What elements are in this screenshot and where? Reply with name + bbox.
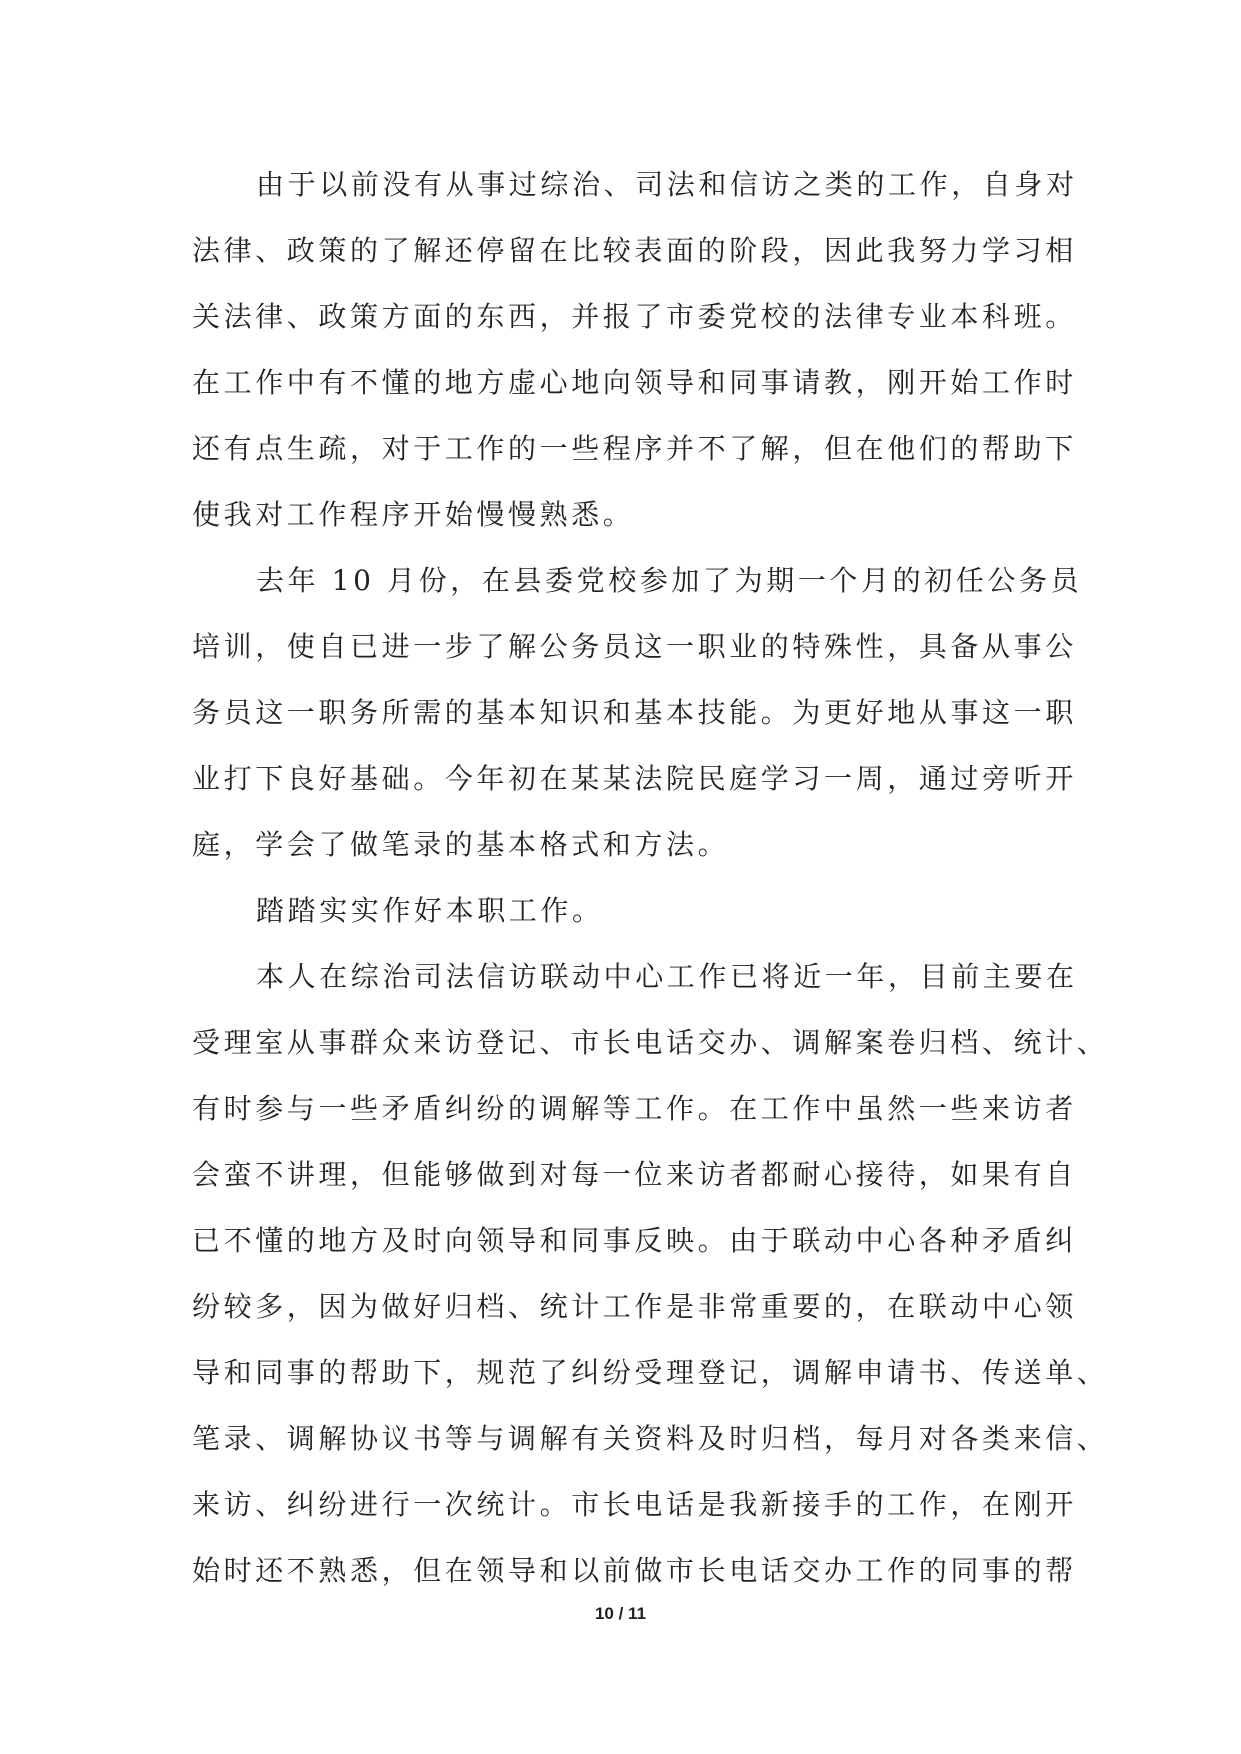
page-number: 10 / 11	[594, 1604, 647, 1623]
text-line: 会蛮不讲理，但能够做到对每一位来访者都耐心接待，如果有自	[192, 1158, 1077, 1191]
text-line: 来访、纠纷进行一次统计。市长电话是我新接手的工作，在刚开	[192, 1488, 1077, 1521]
text-line: 还有点生疏，对于工作的一些程序并不了解，但在他们的帮助下	[192, 432, 1077, 465]
text-line: 关法律、政策方面的东西，并报了市委党校的法律专业本科班。	[192, 300, 1077, 333]
text-line: 由于以前没有从事过综治、司法和信访之类的工作，自身对	[256, 168, 1078, 201]
text-line: 已不懂的地方及时向领导和同事反映。由于联动中心各种矛盾纠	[192, 1224, 1077, 1257]
document-body	[192, 152, 1109, 1604]
text-line: 庭，学会了做笔录的基本格式和方法。	[192, 828, 730, 861]
text-line: 导和同事的帮助下，规范了纠纷受理登记，调解申请书、传送单、	[192, 1356, 1109, 1389]
text-line: 在工作中有不懂的地方虚心地向领导和同事请教，刚开始工作时	[192, 366, 1077, 399]
text-line: 受理室从事群众来访登记、市长电话交办、调解案卷归档、统计、	[192, 1026, 1109, 1059]
text-line: 笔录、调解协议书等与调解有关资料及时归档，每月对各类来信、	[192, 1422, 1109, 1455]
text-line: 有时参与一些矛盾纠纷的调解等工作。在工作中虽然一些来访者	[192, 1092, 1077, 1125]
text-line: 纷较多，因为做好归档、统计工作是非常重要的，在联动中心领	[192, 1290, 1077, 1323]
text-line: 使我对工作程序开始慢慢熟悉。	[192, 498, 635, 531]
text-line: 踏踏实实作好本职工作。	[256, 894, 604, 927]
text-line: 始时还不熟悉，但在领导和以前做市长电话交办工作的同事的帮	[192, 1554, 1077, 1587]
text-line: 业打下良好基础。今年初在某某法院民庭学习一周，通过旁听开	[192, 762, 1077, 795]
text-line: 本人在综治司法信访联动中心工作已将近一年，目前主要在	[256, 960, 1078, 993]
text-line: 去年 10 月份，在县委党校参加了为期一个月的初任公务员	[256, 564, 1083, 597]
text-line: 法律、政策的了解还停留在比较表面的阶段，因此我努力学习相	[192, 234, 1077, 267]
text-line: 务员这一职务所需的基本知识和基本技能。为更好地从事这一职	[192, 696, 1077, 729]
text-line: 培训，使自已进一步了解公务员这一职业的特殊性，具备从事公	[192, 630, 1077, 663]
